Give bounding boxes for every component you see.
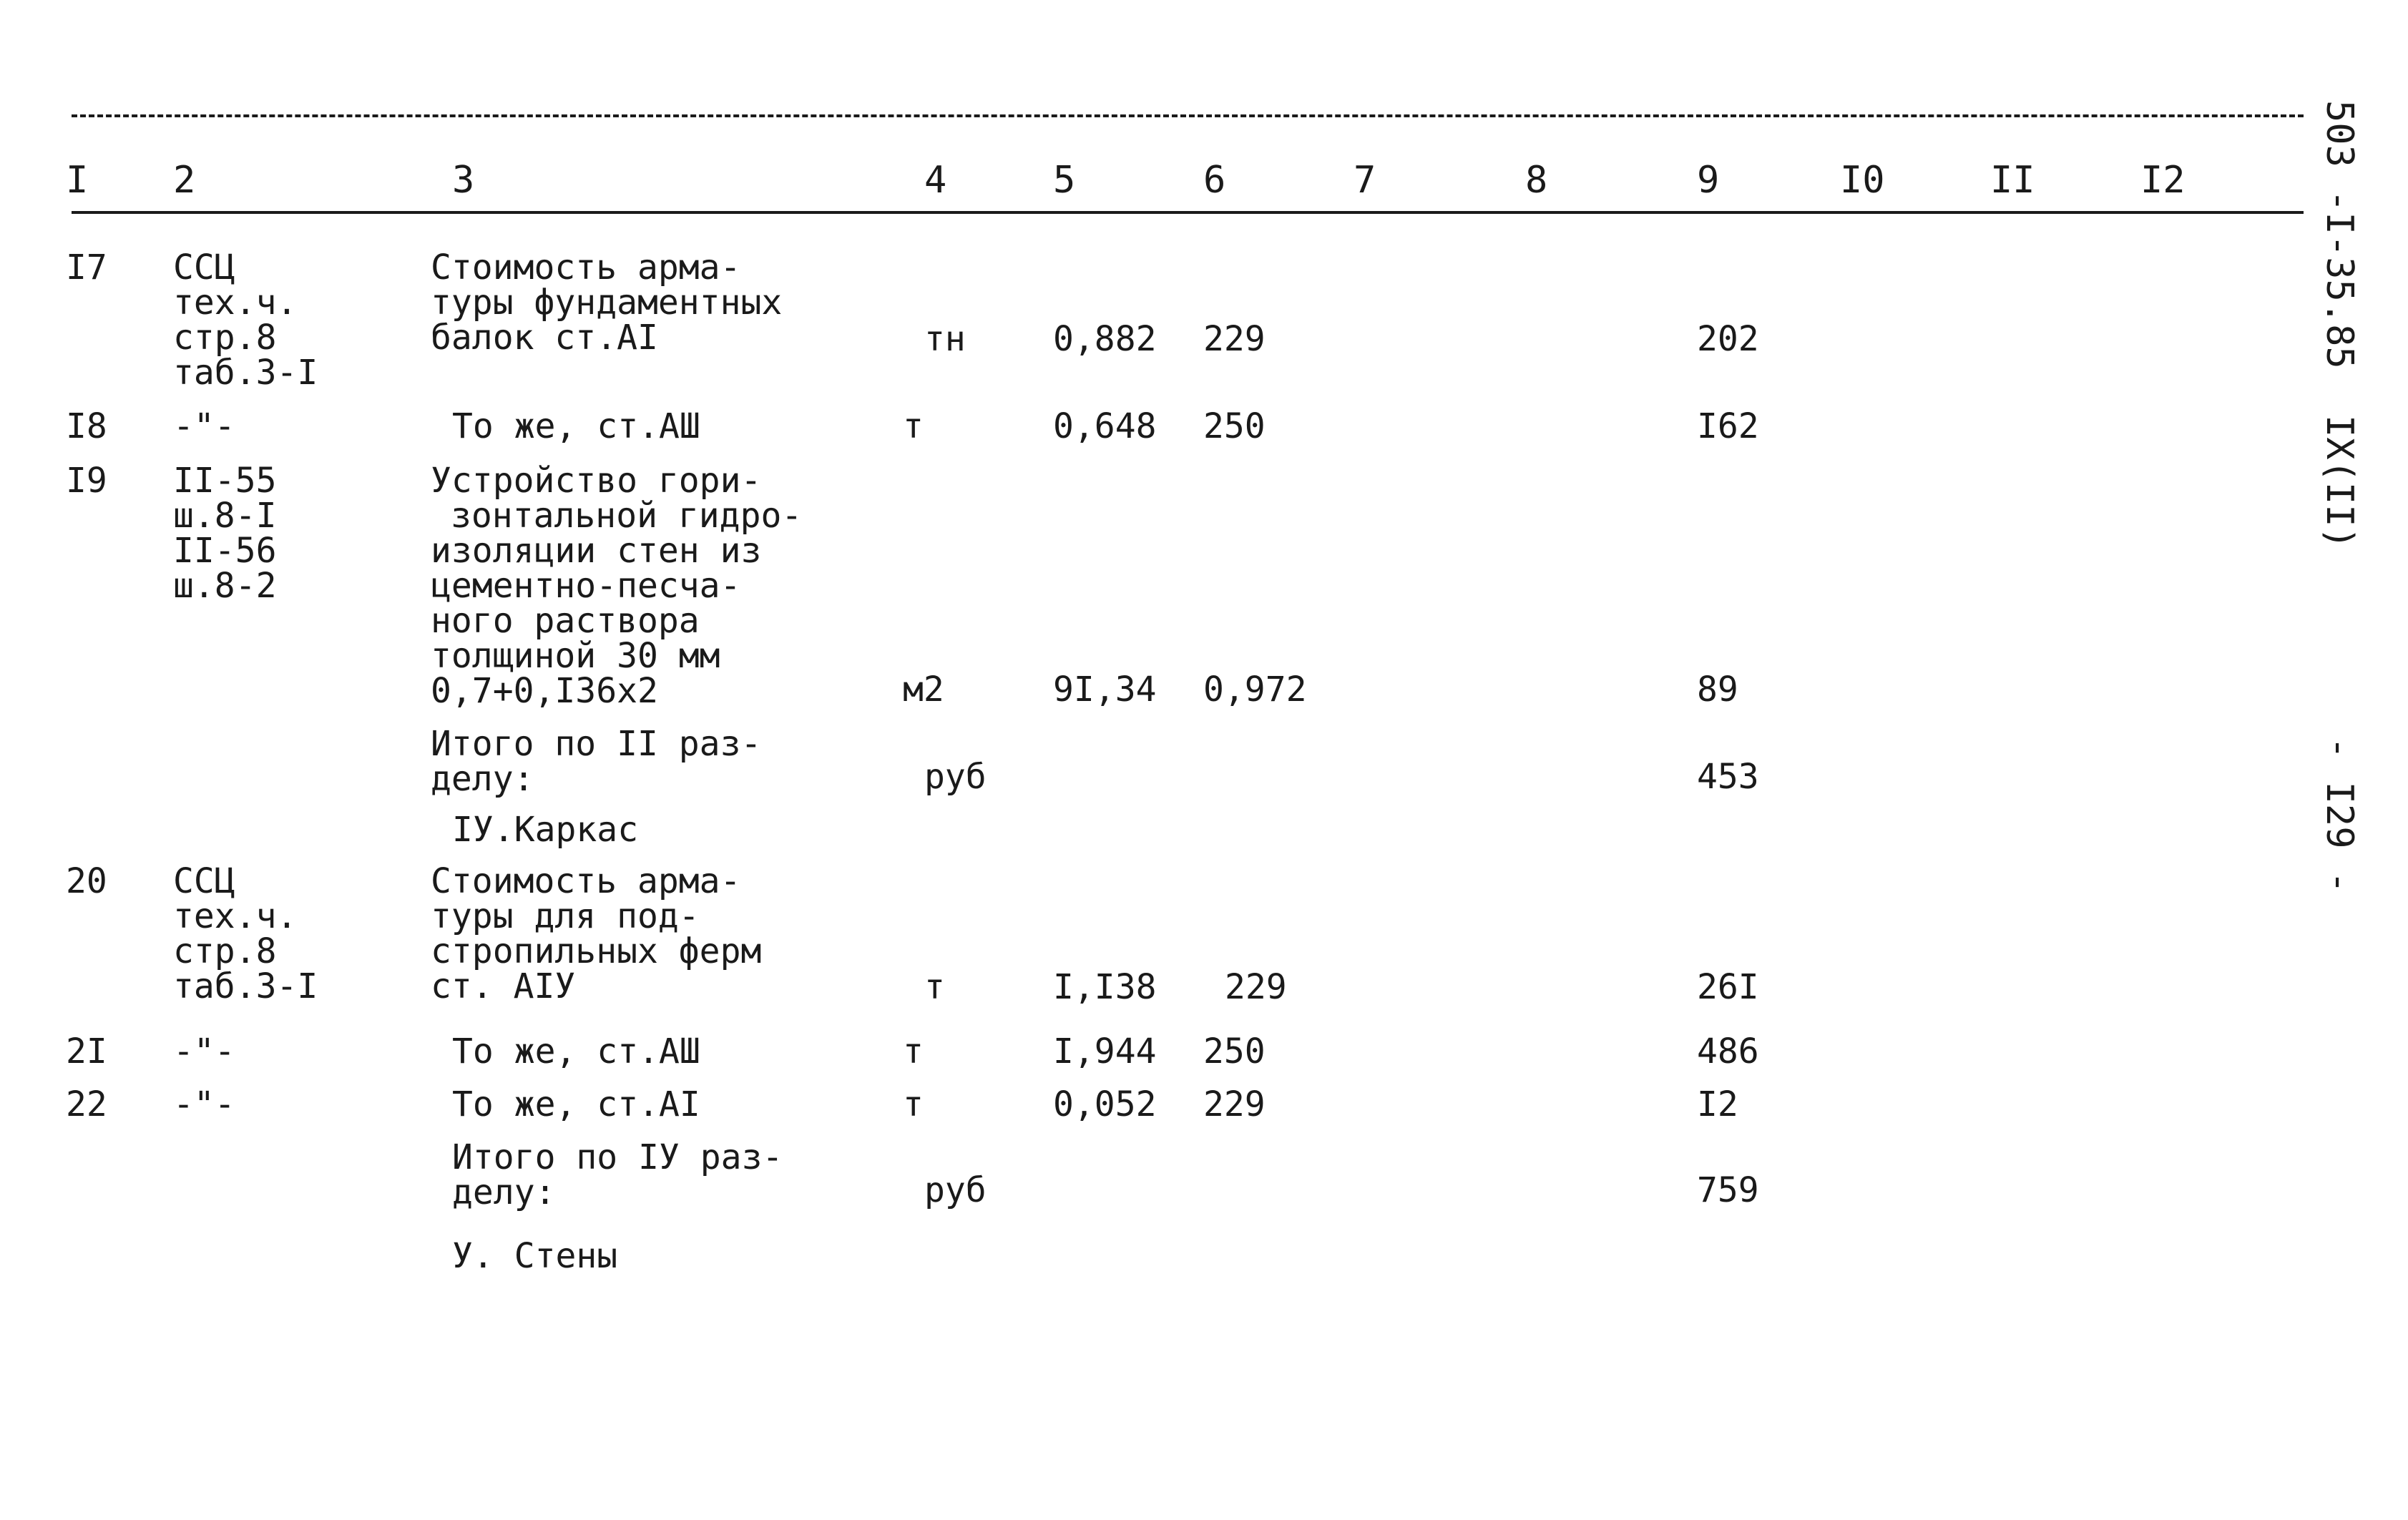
row-22-price: 229 — [1203, 1084, 1266, 1124]
subtotal-label-line: делу: — [431, 759, 534, 799]
col-header-8: 8 — [1525, 159, 1548, 202]
row-18-price: 250 — [1203, 406, 1266, 446]
row-19-unit: м2 — [903, 670, 944, 710]
row-21-total: 486 — [1697, 1031, 1759, 1072]
row-18-basis — [173, 406, 235, 446]
subtotal-section-4-label — [452, 1137, 783, 1212]
row-22-unit: т — [903, 1084, 924, 1124]
col-header-4: 4 — [924, 159, 947, 202]
row-17-unit: тн — [924, 319, 966, 359]
row-22-number: 22 — [66, 1084, 107, 1124]
row-19-description — [431, 461, 803, 711]
row-19-desc-line: зонтальной гидро- — [451, 496, 803, 536]
row-21-basis-line: -"- — [173, 1031, 235, 1072]
row-20-basis-line: таб.3-I — [173, 966, 318, 1006]
subtotal-label-line: Итого по IУ раз- — [452, 1137, 783, 1177]
row-17-number: I7 — [66, 247, 107, 288]
row-22-desc-line: То же, ст.AI — [452, 1084, 700, 1124]
subtotal-section-2-unit: руб — [924, 757, 987, 797]
subtotal-label-line: Итого по II раз- — [431, 724, 762, 764]
side-doc-code: 503 -I-35.85 — [2318, 100, 2361, 369]
subtotal-section-4-total: 759 — [1697, 1170, 1759, 1210]
row-20-price: 229 — [1225, 967, 1287, 1007]
subtotal-label-line: делу: — [452, 1172, 556, 1212]
row-20-total: 26I — [1697, 967, 1759, 1007]
row-19-desc-line: цементно-песча- — [431, 566, 741, 606]
row-18-description — [452, 406, 700, 446]
row-20-basis-line: стр.8 — [173, 931, 277, 971]
header-bottom-rule — [72, 211, 2304, 214]
row-17-basis-line: тех.ч. — [173, 283, 298, 323]
col-header-6: 6 — [1203, 159, 1226, 202]
row-17-basis-line: ССЦ — [173, 247, 235, 288]
row-20-basis — [173, 861, 318, 1006]
row-20-desc-line: ст. AIУ — [431, 966, 576, 1006]
row-20-desc-line: стропильных ферм — [431, 931, 762, 971]
row-18-number: I8 — [66, 406, 107, 446]
row-22-total: I2 — [1697, 1084, 1738, 1124]
col-header-1: I — [66, 159, 89, 202]
row-22-basis-line: -"- — [173, 1084, 235, 1124]
subtotal-section-2-total: 453 — [1697, 757, 1759, 797]
row-22-basis — [173, 1084, 235, 1124]
row-19-price: 0,972 — [1203, 670, 1307, 710]
table-top-rule — [72, 114, 2304, 117]
row-20-desc-line: Стоимость арма- — [431, 861, 741, 901]
row-19-basis-line: II-56 — [173, 531, 277, 571]
row-19-basis-line: ш.8-I — [173, 496, 277, 536]
row-17-desc-line: туры фундаментных — [431, 283, 783, 323]
col-header-11: II — [1990, 159, 2035, 202]
row-19-number: I9 — [66, 461, 107, 501]
row-21-unit: т — [903, 1031, 924, 1072]
row-19-basis-line: II-55 — [173, 461, 277, 501]
row-19-desc-line: Устройство гори- — [431, 461, 762, 501]
row-19-quantity: 9I,34 — [1053, 670, 1157, 710]
row-21-desc-line: То же, ст.АШ — [452, 1031, 700, 1072]
row-17-desc-line: балок ст.AI — [431, 318, 658, 358]
col-header-3: 3 — [452, 159, 475, 202]
col-header-10: I0 — [1840, 159, 1885, 202]
row-17-price: 229 — [1203, 319, 1266, 359]
row-18-unit: т — [903, 406, 924, 446]
subtotal-section-2-label — [431, 724, 762, 799]
row-19-basis-line: ш.8-2 — [173, 566, 277, 606]
row-17-basis-line: таб.3-I — [173, 353, 318, 393]
col-header-9: 9 — [1697, 159, 1720, 202]
section-title-walls: У. Стены — [452, 1236, 618, 1276]
row-21-price: 250 — [1203, 1031, 1266, 1072]
row-21-basis — [173, 1031, 235, 1072]
row-19-total: 89 — [1697, 670, 1738, 710]
row-18-quantity: 0,648 — [1053, 406, 1157, 446]
row-17-basis — [173, 247, 318, 393]
row-21-quantity: I,944 — [1053, 1031, 1157, 1072]
row-17-quantity: 0,882 — [1053, 319, 1157, 359]
side-page-number: - I29 - — [2318, 737, 2361, 894]
row-20-number: 20 — [66, 861, 107, 901]
row-18-desc-line: То же, ст.АШ — [452, 406, 700, 446]
row-20-basis-line: тех.ч. — [173, 896, 298, 936]
row-19-desc-line: толщиной 30 мм — [431, 636, 720, 676]
row-22-description — [452, 1084, 700, 1124]
row-17-basis-line: стр.8 — [173, 318, 277, 358]
row-20-unit: т — [924, 967, 945, 1007]
row-19-desc-line: 0,7+0,I36x2 — [431, 671, 658, 711]
row-17-desc-line: Стоимость арма- — [431, 247, 741, 288]
row-18-total: I62 — [1697, 406, 1759, 446]
row-21-description — [452, 1031, 700, 1072]
row-22-quantity: 0,052 — [1053, 1084, 1157, 1124]
col-header-7: 7 — [1354, 159, 1376, 202]
col-header-2: 2 — [173, 159, 196, 202]
row-17-description — [431, 247, 783, 358]
row-19-desc-line: ного раствора — [431, 601, 700, 641]
col-header-5: 5 — [1053, 159, 1076, 202]
side-section-code: IX(II) — [2318, 415, 2361, 549]
row-20-basis-line: ССЦ — [173, 861, 235, 901]
section-title-frame: IУ.Каркас — [452, 810, 639, 850]
row-19-basis — [173, 461, 277, 606]
row-20-description — [431, 861, 762, 1006]
row-20-desc-line: туры для под- — [431, 896, 700, 936]
row-19-desc-line: изоляции стен из — [431, 531, 762, 571]
subtotal-section-4-unit: руб — [924, 1170, 987, 1210]
row-21-number: 2I — [66, 1031, 107, 1072]
col-header-12: I2 — [2140, 159, 2186, 202]
row-20-quantity: I,I38 — [1053, 967, 1157, 1007]
row-18-basis-line: -"- — [173, 406, 235, 446]
row-17-total: 202 — [1697, 319, 1759, 359]
